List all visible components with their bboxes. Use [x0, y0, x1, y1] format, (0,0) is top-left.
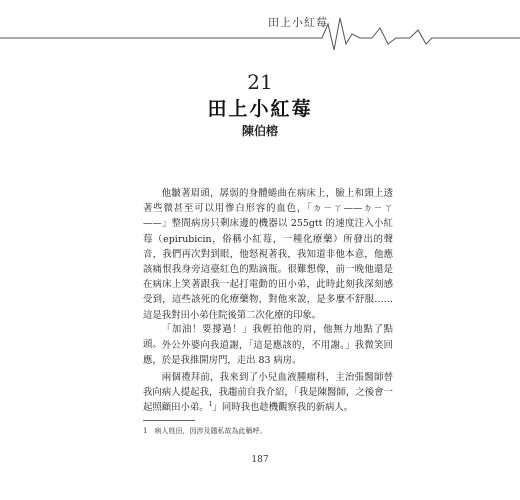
paragraph-text	[143, 370, 393, 416]
page-number: 187	[251, 455, 269, 465]
paragraph-text-part: 兩個禮拜前，我來到了小兒血液腫瘤科，主治張醫師替我向病人提起我，我趨前自我介紹，「我是陳醫師，之後會一起照顧田小	[143, 372, 393, 414]
body-paragraph	[143, 370, 393, 416]
running-header-title: 田上小紅莓	[268, 16, 328, 29]
chapter-author: 陳伯榕	[241, 124, 278, 138]
footnote-divider	[143, 420, 195, 421]
footnote: 1 病人姓田，因涉及隱私故為此稱呼。	[143, 427, 267, 435]
paragraph-text-part: 」同時我也趁機觀察我的新病人。	[212, 402, 354, 414]
running-header	[0, 0, 520, 60]
body-paragraph	[143, 338, 393, 368]
paragraph-text: 外公外婆向我道謝，「這是應該的，不用謝。」我微笑回應，於是我推開房門，走出 83 病房。	[143, 340, 393, 367]
chapter-title: 田上小紅莓	[207, 98, 313, 120]
body-paragraph	[143, 186, 393, 323]
paragraph-text: 「加油！要撐過！」我輕拍他的肩，他無力地點了點頭。	[143, 324, 393, 351]
chapter-number: 21	[247, 70, 273, 94]
heartbeat-line-icon	[0, 0, 520, 60]
paragraph-text: 他皺著眉頭，孱弱的身體蜷曲在病床上，臉上和頸上透著些微甚至可以用慘白形容的血色，「ㄉㄧㄚ——ㄉㄧㄚ——」整間病房只剩床邊的機器以 255gtt 的速度注入小紅莓（epirubicin，俗稱小紅莓，一種化療藥）所發出的聲音，我們再次對到眼，他怒視著我，我知道非他本意，他應該痛恨我身旁這臺紅色的點滴瓶。很難想像，前一晚他還是在病床上笑著跟我一起打電動的田小弟，此時此刻我深刻感受到，這些該死的化療藥物，對他來說，是多麼不舒服……這是我對田小弟住院後第二次化療的印象。	[143, 188, 393, 321]
paragraph-text-part: 弟。	[189, 402, 209, 414]
footnote-reference[interactable]: 1	[208, 401, 213, 409]
